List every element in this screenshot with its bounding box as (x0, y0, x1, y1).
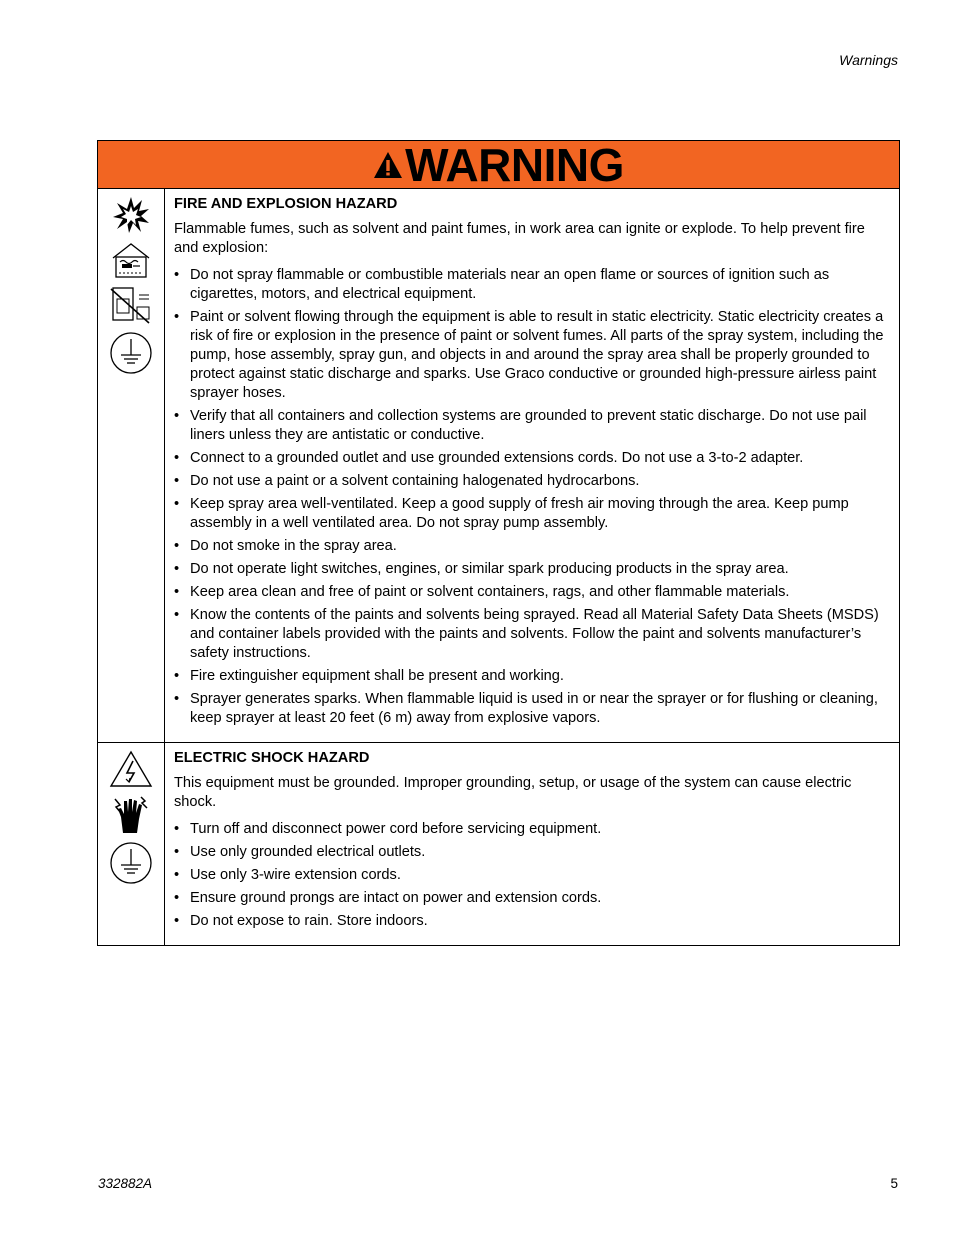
fire-hazard-intro: Flammable fumes, such as solvent and paint fumes, in work area can ignite or explode. To help prevent fire and explosion: (174, 221, 865, 256)
shock-hand-icon (111, 795, 151, 835)
list-item: • Sprayer generates sparks. When flammable liquid is used in or near the sprayer or for flushing or cleaning, keep sprayer at least 20 feet (6 m) away from explosive vapors. (174, 690, 891, 728)
ground-symbol-icon (109, 841, 153, 885)
list-item: • Verify that all containers and collection systems are grounded to prevent static discharge. Do not use pail liners unless they are antistatic or conductive. (174, 407, 891, 445)
list-item: • Do not expose to rain. Store indoors. (174, 912, 891, 931)
warning-table (97, 140, 900, 946)
running-header: Warnings (839, 52, 898, 68)
list-item: • Do not operate light switches, engines, or similar spark producing products in the spray area. (174, 560, 891, 579)
electric-shock-section (98, 742, 899, 945)
list-item: • Use only 3-wire extension cords. (174, 866, 891, 885)
fire-hazard-title: FIRE AND EXPLOSION HAZARD (174, 196, 398, 212)
list-item: • Know the contents of the paints and solvents being sprayed. Read all Material Safety Data Sheets (MSDS) and container labels provided with the paints and solvents. Follow the paint and solvents manufacturer’s safety instructions. (174, 606, 891, 663)
list-item: • Do not spray flammable or combustible materials near an open flame or sources of ignition such as cigarettes, motors, and electrical equipment. (174, 266, 891, 304)
list-item: • Fire extinguisher equipment shall be present and working. (174, 667, 891, 686)
electric-hazard-title: ELECTRIC SHOCK HAZARD (174, 750, 370, 766)
fire-hazard-icons (98, 189, 165, 742)
list-item: • Ensure ground prongs are intact on power and extension cords. (174, 889, 891, 908)
electric-hazard-text (165, 743, 899, 945)
page-number: 5 (890, 1176, 898, 1191)
list-item: • Turn off and disconnect power cord before servicing equipment. (174, 820, 891, 839)
list-item: • Do not smoke in the spray area. (174, 537, 891, 556)
list-item: • Use only grounded electrical outlets. (174, 843, 891, 862)
warning-banner (98, 138, 899, 191)
ground-symbol-icon (109, 331, 153, 375)
fumes-house-icon (110, 241, 152, 279)
no-static-spark-icon (109, 285, 153, 325)
list-item: • Keep spray area well-ventilated. Keep a good supply of fresh air moving through the area. Keep pump assembly in a well ventilated area. Do not spray pump assembly. (174, 495, 891, 533)
list-item: • Keep area clean and free of paint or solvent containers, rags, and other flammable materials. (174, 583, 891, 602)
electric-hazard-list (174, 820, 891, 931)
list-item: • Do not use a paint or a solvent containing halogenated hydrocarbons. (174, 472, 891, 491)
electric-hazard-icons (98, 743, 165, 945)
warning-triangle-icon (373, 150, 403, 180)
fire-hazard-text (165, 189, 899, 742)
list-item: • Connect to a grounded outlet and use grounded extensions cords. Do not use a 3-to-2 adapter. (174, 449, 891, 468)
fire-hazard-list (174, 266, 891, 728)
electric-hazard-intro: This equipment must be grounded. Improper grounding, setup, or usage of the system can cause electric shock. (174, 775, 852, 810)
document-number: 332882A (98, 1176, 153, 1191)
high-voltage-icon (109, 749, 153, 789)
list-item: • Paint or solvent flowing through the equipment is able to result in static electricity. Static electricity creates a risk of fire or explosion in the presence of paint or solvent fumes. All parts of the spray system, including the pump, hose assembly, spray gun, and objects in and around the spray area shall be properly grounded to protect against static discharge and sparks. Use Graco conductive or grounded high-pressure airless paint sprayer hoses. (174, 308, 891, 403)
explosion-icon (111, 195, 151, 235)
fire-explosion-section (98, 189, 899, 742)
warning-title: WARNING (405, 138, 624, 191)
